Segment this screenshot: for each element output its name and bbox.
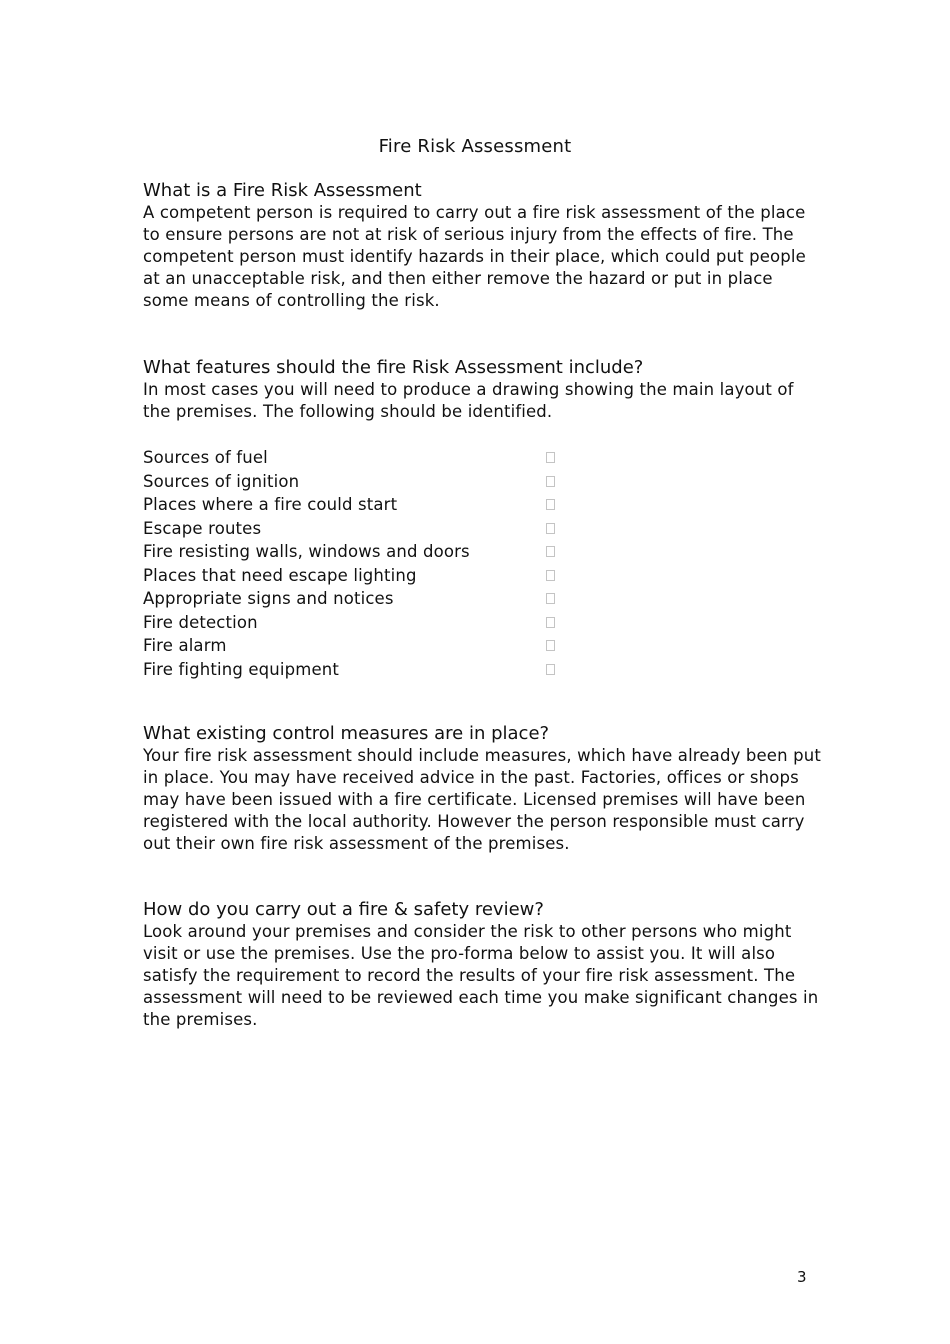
checklist-item (143, 540, 603, 564)
checklist-item-label: Fire fighting equipment (143, 659, 339, 679)
checkbox-icon[interactable] (546, 664, 555, 675)
checklist-item (143, 611, 603, 635)
section-features (143, 357, 823, 423)
checklist-item-label: Sources of fuel (143, 448, 268, 467)
section-heading: What features should the fire Risk Assessment include? (143, 357, 644, 378)
checklist-item-label: Places where a fire could start (143, 495, 398, 514)
page-number: 3 (797, 1268, 807, 1286)
section-body: Look around your premises and consider the risk to other persons who might visit or use the premises. Use the pro-forma below to assist you. It will also satisfy the requirement to record the results of your fire risk assessment. The assessment will need to be reviewed each time you make significant changes in the premises. (143, 922, 819, 1029)
checkbox-icon[interactable] (546, 640, 555, 651)
section-body: In most cases you will need to produce a drawing showing the main layout of the premises. The following should be identified. (143, 380, 794, 421)
checklist-item-label: Fire detection (143, 612, 258, 632)
section-body: Your fire risk assessment should include measures, which have already been put in place. You may have received advice in the past. Factories, offices or shops may have been issued with a fire certificate. Licensed premises will have been registered with the local authority. However the person responsible must carry out their own fire risk assessment of the premises. (143, 746, 821, 853)
checklist-item (143, 564, 603, 588)
checkbox-icon[interactable] (546, 476, 555, 487)
section-heading: How do you carry out a fire & safety review? (143, 899, 544, 920)
checklist-item (143, 658, 603, 682)
checkbox-icon[interactable] (546, 570, 555, 581)
checklist-item-label: Appropriate signs and notices (143, 589, 394, 608)
checklist-item-label: Escape routes (143, 518, 262, 538)
checklist-item-label: Sources of ignition (143, 471, 300, 491)
checklist-item (143, 587, 603, 611)
section-heading: What existing control measures are in place? (143, 723, 550, 744)
checklist-item (143, 470, 603, 494)
checklist-item-label: Places that need escape lighting (143, 565, 417, 585)
checkbox-icon[interactable] (546, 452, 555, 463)
features-checklist (143, 446, 603, 681)
checklist-item-label: Fire alarm (143, 636, 227, 655)
checklist-item-label: Fire resisting walls, windows and doors (143, 542, 470, 561)
section-heading: What is a Fire Risk Assessment (143, 180, 422, 201)
checklist-item (143, 517, 603, 541)
page-title: Fire Risk Assessment (378, 136, 572, 157)
checkbox-icon[interactable] (546, 617, 555, 628)
checkbox-icon[interactable] (546, 499, 555, 510)
checklist-item (143, 493, 603, 517)
checklist-item (143, 634, 603, 658)
checkbox-icon[interactable] (546, 546, 555, 557)
checkbox-icon[interactable] (546, 593, 555, 604)
section-safety-review (143, 899, 823, 1031)
section-body: A competent person is required to carry out a fire risk assessment of the place to ensure persons are not at risk of serious injury from the effects of fire. The competent person must identify hazards in their place, which could put people at an unacceptable risk, and then either remove the hazard or put in place some means of controlling the risk. (143, 203, 806, 310)
checkbox-icon[interactable] (546, 523, 555, 534)
section-what-is (143, 180, 823, 312)
checklist-item (143, 446, 603, 470)
section-control-measures (143, 723, 823, 855)
